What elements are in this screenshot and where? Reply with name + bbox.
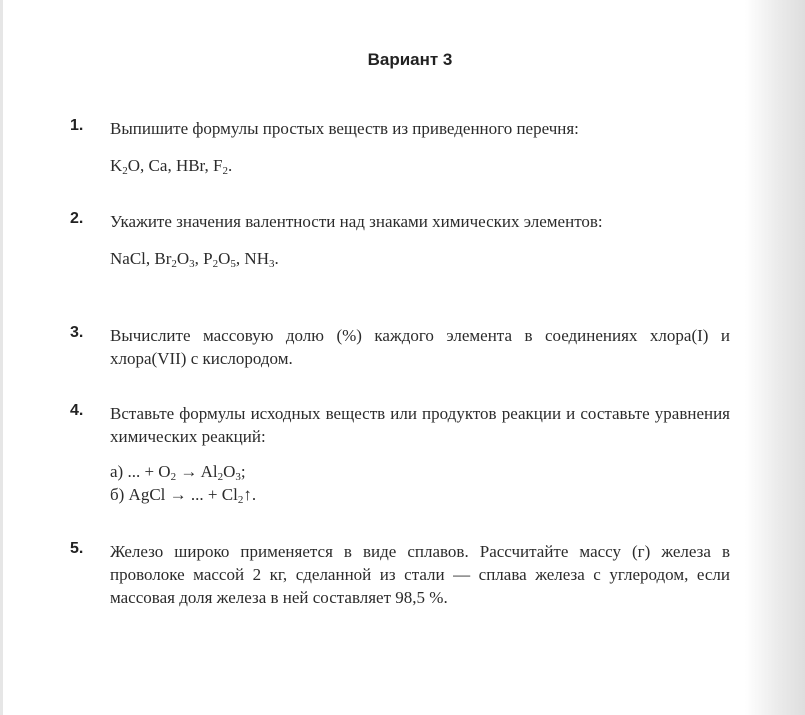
formula-part: .	[274, 249, 279, 268]
reaction-a	[110, 460, 730, 483]
formula-part: , NH	[235, 249, 269, 268]
page-left-edge	[0, 0, 3, 715]
task-5-text: Железо широко применяется в виде сплавов. Рассчитайте массу (г) железа в проволоке массой 2 кг, сделанной из стали — сплава железа с углеродом, если массовая доля железа в ней составляет 98,5 %.	[110, 542, 730, 607]
page-right-shadow	[745, 0, 805, 715]
formula-subscript: 2	[171, 258, 177, 270]
task-1-text: Выпишите формулы простых веществ из приведенного перечня:	[110, 119, 579, 138]
formula-part: → Al	[176, 462, 218, 481]
formula-part: .	[228, 156, 233, 175]
formula-part: O, Ca, HBr, F	[127, 156, 223, 175]
reaction-b	[110, 483, 730, 506]
formula-subscript: 3	[268, 258, 275, 270]
task-3-number: 3.	[70, 324, 84, 341]
task-2-text: Укажите значения валентности над знаками химических элементов:	[110, 212, 603, 231]
formula-subscript: 3	[189, 258, 195, 270]
formula-part: O	[223, 462, 236, 481]
task-2	[70, 210, 730, 270]
task-4-text: Вставьте формулы исходных веществ или продуктов реакции и составьте уравнения химических реакций:	[110, 404, 730, 446]
formula-subscript: 2	[122, 165, 128, 177]
task-3-text: Вычислите массовую долю (%) каждого элемента в соединениях хлора(I) и хлора(VII) с кислородом.	[110, 326, 730, 368]
task-1	[70, 117, 730, 177]
formula-subscript: 2	[222, 165, 228, 177]
task-2-formula	[110, 247, 730, 270]
formula-part: K	[110, 156, 123, 175]
task-5-number: 5.	[70, 540, 84, 557]
formula-part: , P	[194, 249, 213, 268]
formula-part: O	[218, 249, 231, 268]
formula-part: ↑.	[243, 485, 257, 504]
formula-subscript: 2	[212, 258, 219, 270]
task-2-number: 2.	[70, 210, 84, 227]
task-4-number: 4.	[70, 402, 84, 419]
task-3	[70, 324, 730, 370]
formula-subscript: 2	[170, 471, 177, 483]
variant-title: Вариант 3	[367, 50, 453, 69]
formula-part: ;	[240, 462, 246, 481]
formula-part: б) AgCl → ... + Cl	[110, 485, 238, 504]
formula-subscript: 3	[235, 471, 241, 483]
formula-subscript: 2	[217, 471, 224, 483]
formula-part: O	[176, 249, 190, 268]
formula-part: NaCl, Br	[110, 249, 172, 268]
formula-subscript: 5	[230, 258, 236, 270]
formula-subscript: 2	[237, 494, 244, 506]
task-4	[70, 402, 730, 506]
task-1-formula	[110, 154, 730, 177]
task-1-number: 1.	[70, 117, 84, 134]
task-5	[70, 540, 730, 609]
formula-part: а) ... + O	[110, 462, 171, 481]
